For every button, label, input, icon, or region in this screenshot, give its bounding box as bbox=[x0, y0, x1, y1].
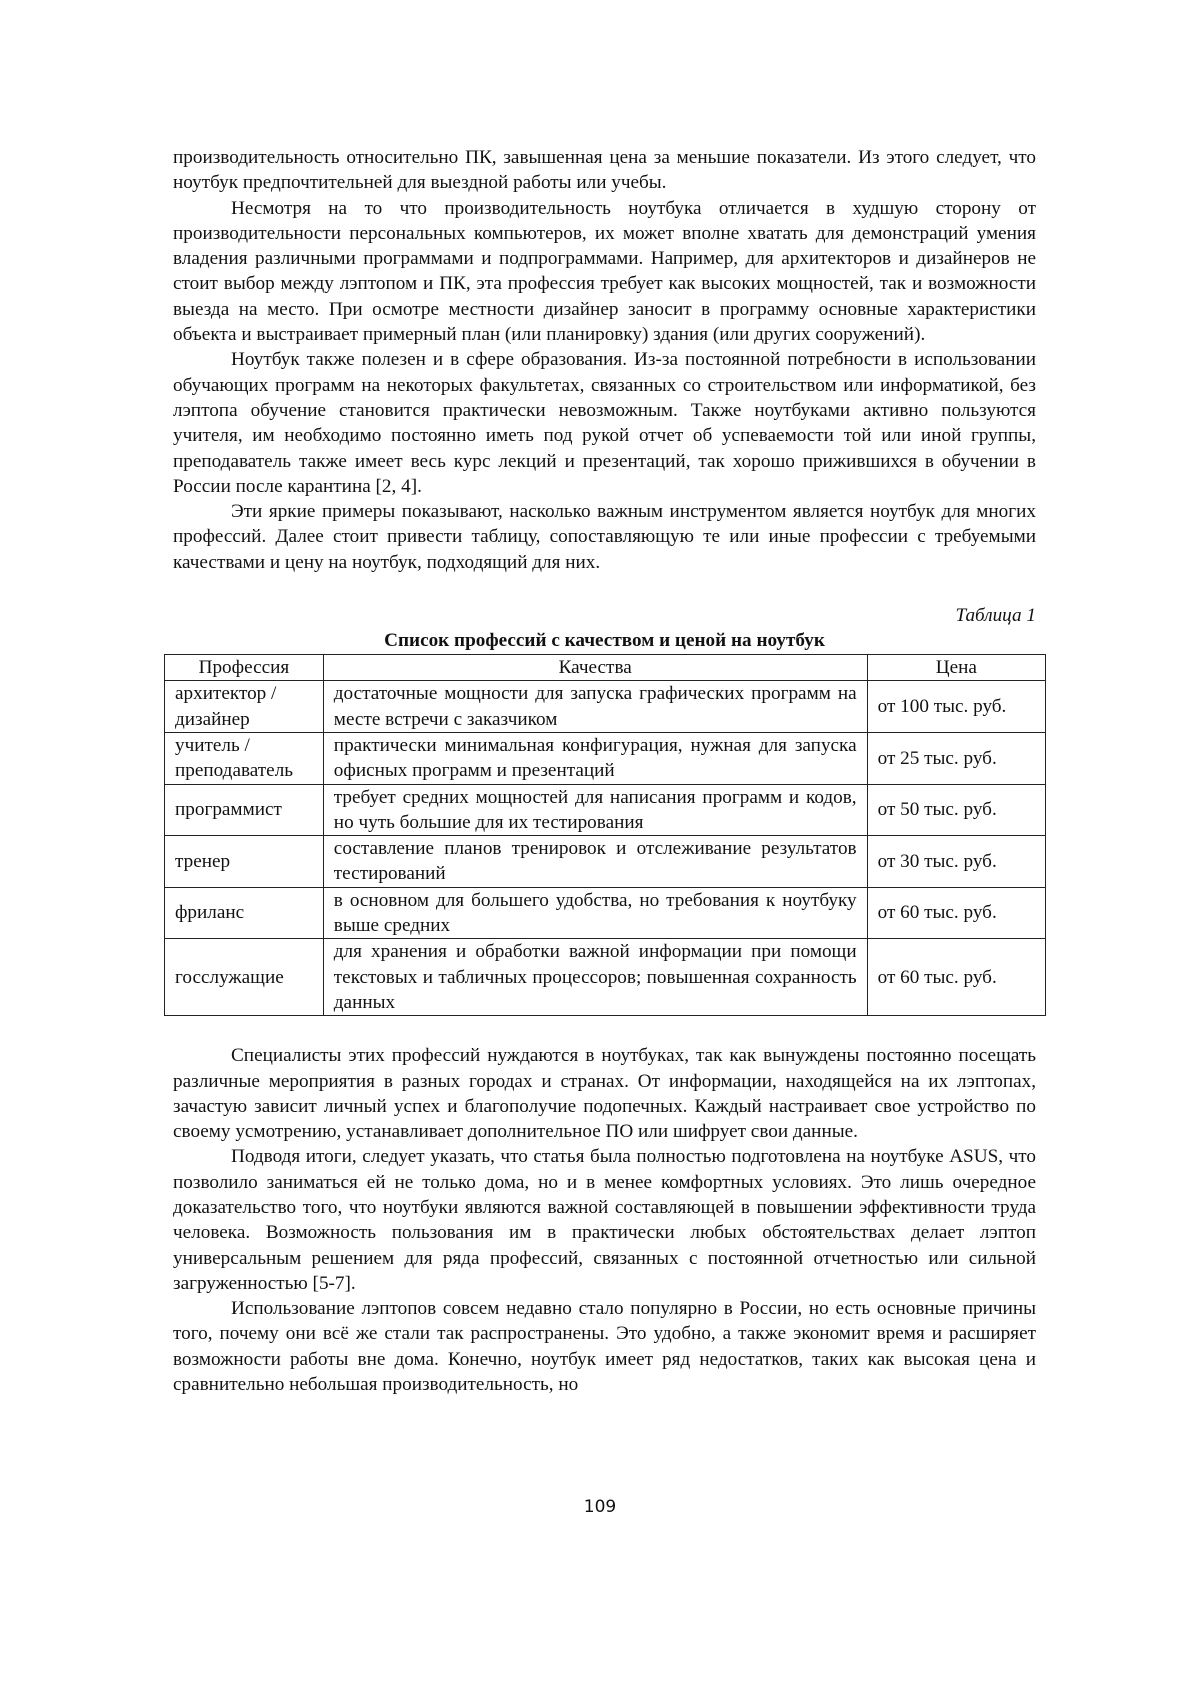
qualities-cell: составление планов тренировок и отслеживание результатов тестирований bbox=[323, 836, 867, 888]
paragraph: Ноутбук также полезен и в сфере образования. Из-за постоянной потребности в использовании обучающих программ на некоторых факультетах, связанных со строительством или информатикой, без лэптопа обучение становится практически невозможным. Также ноутбуками активно пользуются учителя, им необходимо постоянно иметь под рукой отчет об успеваемости той или иной группы, преподаватель также имеет весь курс лекций и презентаций, так хорошо прижившихся в обучении в России после карантина [2, 4]. bbox=[173, 349, 1036, 497]
qualities-cell: достаточные мощности для запуска графических программ на месте встречи с заказчиком bbox=[323, 681, 867, 733]
profession-cell: госслужащие bbox=[165, 939, 324, 1016]
paragraph: Подводя итоги, следует указать, что статья была полностью подготовлена на ноутбуке ASUS, что позволило заниматься ей не только дома, но и в менее комфортных условиях. Это лишь очередное доказательство того, что ноутбуки являются важной составляющей в повышении эффективности труда человека. Возможность пользования им в практически любых обстоятельствах делает лэптоп универсальным решением для ряда профессий, связанных с постоянной отчетностью или сильной загруженностью [5-7]. bbox=[173, 1146, 1036, 1294]
table-caption: Таблица 1 bbox=[955, 605, 1036, 627]
price-cell: от 50 тыс. руб. bbox=[867, 784, 1045, 836]
qualities-cell: для хранения и обработки важной информации при помощи текстовых и табличных процессоров; повышенная сохранность данных bbox=[323, 939, 867, 1016]
price-cell: от 60 тыс. руб. bbox=[867, 887, 1045, 939]
qualities-cell: практически минимальная конфигурация, нужная для запуска офисных программ и презентаций bbox=[323, 732, 867, 784]
column-header-qualities: Качества bbox=[323, 655, 867, 681]
table-row bbox=[165, 887, 1046, 939]
paragraph: Эти яркие примеры показывают, насколько важным инструментом является ноутбук для многих профессий. Далее стоит привести таблицу, сопоставляющую те или иные профессии с требуемыми качествами и цену на ноутбук, подходящий для них. bbox=[173, 501, 1036, 573]
profession-cell: программист bbox=[165, 784, 324, 836]
paragraph: производительность относительно ПК, завышенная цена за меньшие показатели. Из этого следует, что ноутбук предпочтительней для выездной работы или учебы. bbox=[173, 147, 1036, 194]
column-header-profession: Профессия bbox=[165, 655, 324, 681]
table-row bbox=[165, 836, 1046, 888]
price-cell: от 25 тыс. руб. bbox=[867, 732, 1045, 784]
profession-cell: учитель / преподаватель bbox=[165, 732, 324, 784]
table-title: Список профессий с качеством и ценой на ноутбук bbox=[384, 630, 825, 652]
table-row bbox=[165, 939, 1046, 1016]
table-header-row bbox=[165, 655, 1046, 681]
column-header-price: Цена bbox=[867, 655, 1045, 681]
price-cell: от 30 тыс. руб. bbox=[867, 836, 1045, 888]
profession-cell: тренер bbox=[165, 836, 324, 888]
table-row bbox=[165, 732, 1046, 784]
professions-table bbox=[164, 654, 1046, 1016]
table-row bbox=[165, 784, 1046, 836]
profession-cell: фриланс bbox=[165, 887, 324, 939]
page-number: 109 bbox=[583, 1497, 617, 1517]
paragraph: Несмотря на то что производительность ноутбука отличается в худшую сторону от производительности персональных компьютеров, их может вполне хватать для демонстраций умения владения различными программами и подпрограммами. Например, для архитекторов и дизайнеров не стоит выбор между лэптопом и ПК, эта профессия требует как высоких мощностей, так и возможности выезда на место. При осмотре местности дизайнер заносит в программу основные характеристики объекта и выстраивает примерный план (или планировку) здания (или других сооружений). bbox=[173, 197, 1036, 346]
qualities-cell: требует средних мощностей для написания программ и кодов, но чуть большие для их тестирования bbox=[323, 784, 867, 836]
profession-cell: архитектор / дизайнер bbox=[165, 681, 324, 733]
paragraph: Специалисты этих профессий нуждаются в ноутбуках, так как вынуждены постоянно посещать различные мероприятия в разных городах и странах. От информации, находящейся на их лэптопах, зачастую зависит личный успех и благополучие подопечных. Каждый настраивает свое устройство по своему усмотрению, устанавливает дополнительное ПО или шифрует свои данные. bbox=[173, 1045, 1036, 1143]
price-cell: от 60 тыс. руб. bbox=[867, 939, 1045, 1016]
table-row bbox=[165, 681, 1046, 733]
paragraph: Использование лэптопов совсем недавно стало популярно в России, но есть основные причины того, почему они всё же стали так распространены. Это удобно, а также экономит время и расширяет возможности работы вне дома. Конечно, ноутбук имеет ряд недостатков, таких как высокая цена и сравнительно небольшая производительность, но bbox=[173, 1298, 1036, 1396]
page-body bbox=[173, 145, 1036, 1397]
price-cell: от 100 тыс. руб. bbox=[867, 681, 1045, 733]
qualities-cell: в основном для большего удобства, но требования к ноутбуку выше средних bbox=[323, 887, 867, 939]
